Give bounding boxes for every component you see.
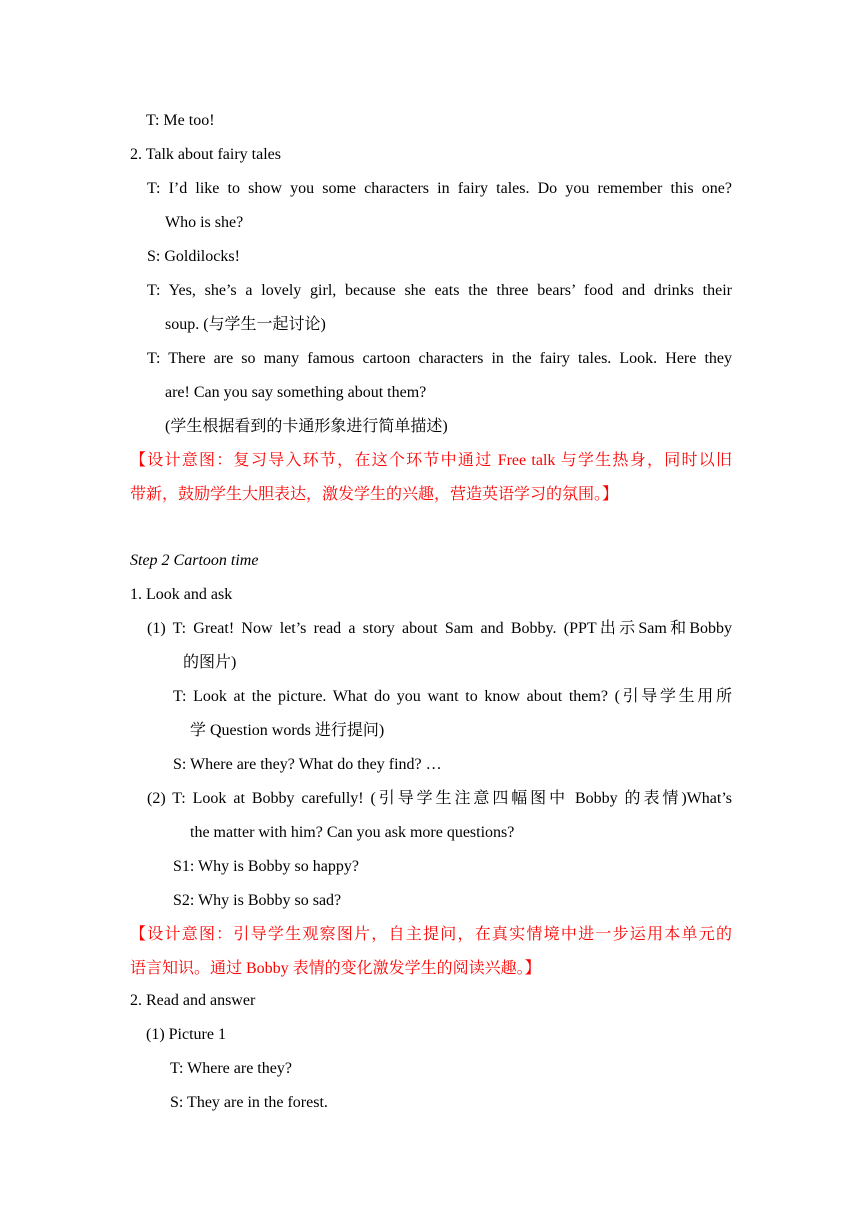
design-intent-note-continued: 带新，鼓励学生大胆表达，激发学生的兴趣，营造英语学习的氛围。】 [130, 486, 619, 503]
dialogue-line-continued: 学 Question words 进行提问) [190, 722, 385, 739]
design-intent-note: 【设计意图：复习导入环节，在这个环节中通过 Free talk 与学生热身，同时以旧 [130, 452, 732, 469]
dialogue-line: T: I’d like to show you some characters in fairy tales. Do you remember this one? [147, 180, 732, 197]
dialogue-line: T: Yes, she’s a lovely girl, because she eats the three bears’ food and drinks their [147, 282, 732, 299]
dialogue-line-continued: Who is she? [165, 214, 244, 231]
dialogue-line: T: Where are they? [170, 1060, 292, 1077]
section-heading: 1. Look and ask [130, 586, 233, 603]
dialogue-line-continued: 的图片) [183, 654, 237, 671]
dialogue-line: (2) T: Look at Bobby carefully! (引导学生注意四幅图中 Bobby 的表情)What’s [147, 790, 732, 807]
dialogue-line-continued: are! Can you say something about them? [165, 384, 427, 401]
dialogue-line: (1) T: Great! Now let’s read a story about Sam and Bobby. (PPT出示Sam和Bobby [147, 620, 732, 637]
step-heading: Step 2 Cartoon time [130, 552, 259, 569]
dialogue-line: S: They are in the forest. [170, 1094, 328, 1111]
design-intent-note-continued: 语言知识。通过 Bobby 表情的变化激发学生的阅读兴趣。】 [130, 960, 541, 977]
dialogue-line: S1: Why is Bobby so happy? [173, 858, 359, 875]
dialogue-line-continued: soup. (与学生一起讨论) [165, 316, 326, 333]
section-heading: 2. Talk about fairy tales [130, 146, 281, 163]
section-heading: 2. Read and answer [130, 992, 256, 1009]
sub-heading: (1) Picture 1 [146, 1026, 226, 1043]
dialogue-line: T: Me too! [146, 112, 215, 129]
design-intent-note: 【设计意图：引导学生观察图片，自主提问，在真实情境中进一步运用本单元的 [130, 926, 732, 943]
dialogue-line: T: Look at the picture. What do you want to know about them? (引导学生用所 [173, 688, 732, 705]
dialogue-line: S: Where are they? What do they find? … [173, 756, 442, 773]
dialogue-line: S2: Why is Bobby so sad? [173, 892, 342, 909]
dialogue-line: T: There are so many famous cartoon characters in the fairy tales. Look. Here they [147, 350, 732, 367]
activity-note: (学生根据看到的卡通形象进行简单描述) [165, 418, 448, 435]
dialogue-line-continued: the matter with him? Can you ask more questions? [190, 824, 515, 841]
dialogue-line: S: Goldilocks! [147, 248, 240, 265]
